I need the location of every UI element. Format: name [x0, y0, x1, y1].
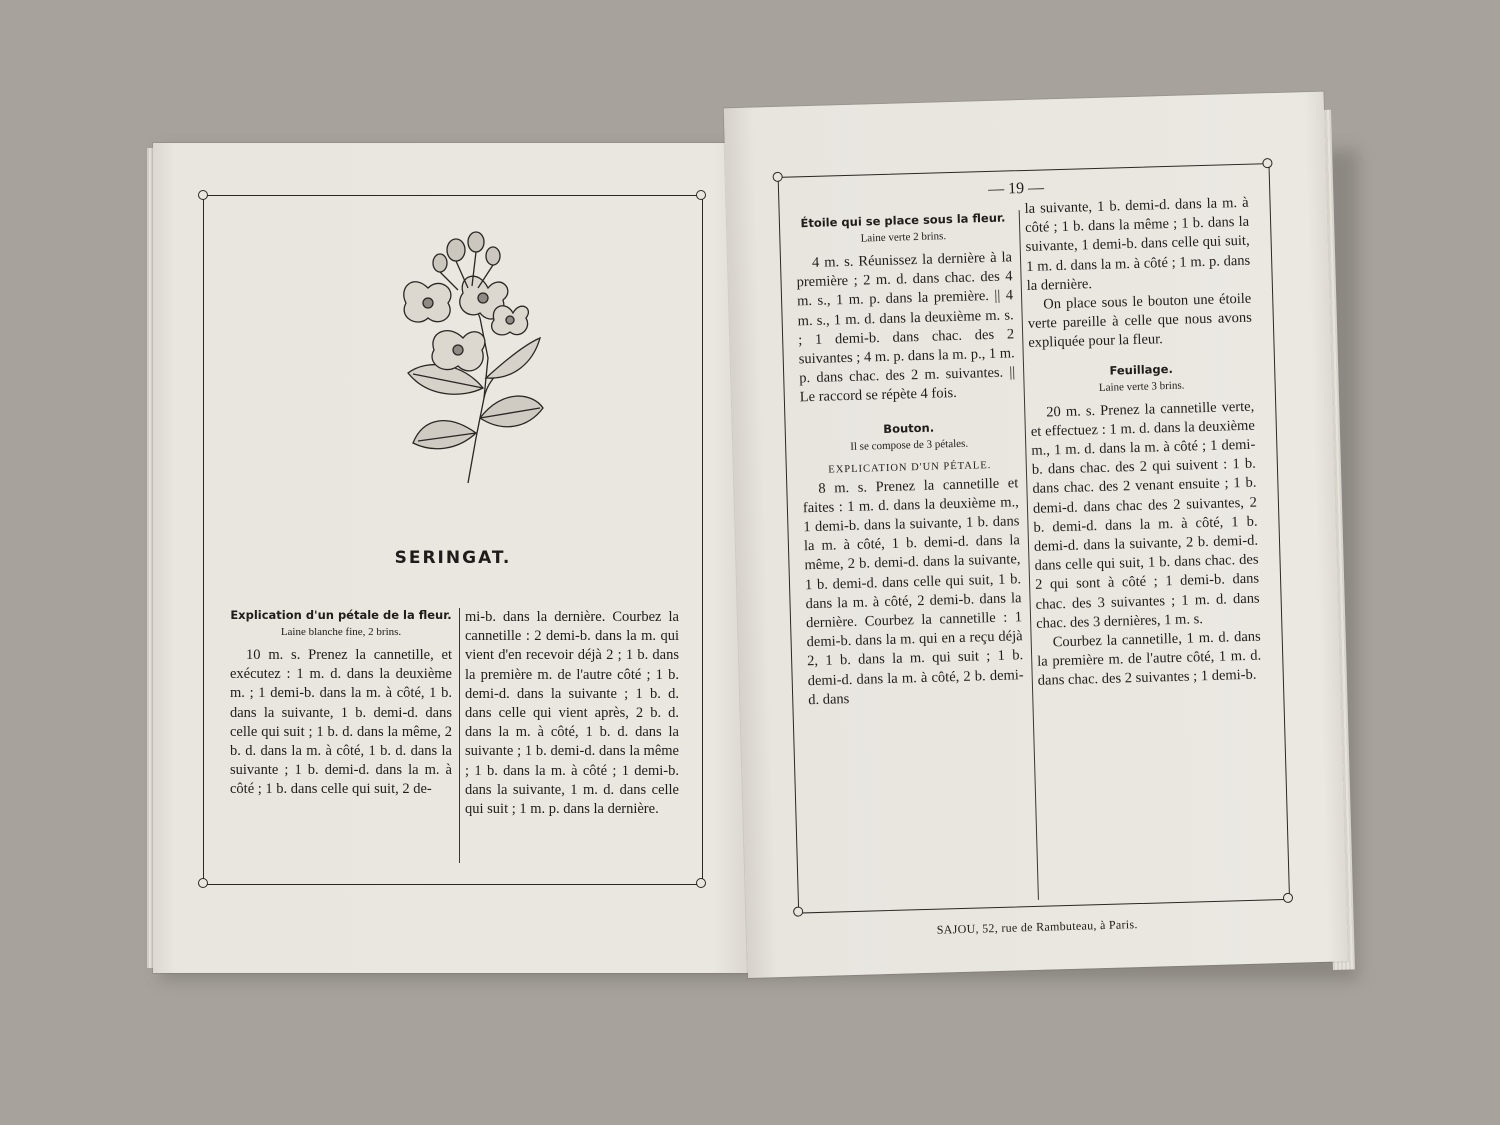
- section-subheading: Laine verte 2 brins.: [860, 230, 947, 245]
- paragraph: la suivante, 1 b. demi-d. dans la m. à côté ; 1 b. dans la même ; 1 b. dans la suivante, 1 demi-b. dans celle qui suit, 1 m. d. dans la m. à côté ; 1 m. p. dans la dernière.: [1024, 194, 1251, 294]
- frame-corner-ornament: [198, 878, 208, 888]
- left-page: [153, 143, 753, 973]
- section-subheading: Laine verte 3 brins.: [1098, 379, 1185, 394]
- section-title: SERINGAT.: [394, 548, 512, 568]
- seringat-flower-illustration: [368, 228, 548, 498]
- paragraph: 8 m. s. Prenez la cannetille et faites : 1 m. d. dans la deuxième m., 1 demi-b. dans la suivante, 1 b. dans la m. à côté, 1 b. demi-d. dans la même, 2 b. demi-d. dans la suivante, 1 b. demi-d. dans celle qui suit, 1 b. dans la m. à côté, 2 demi-b. dans la dernière. Courbez la cannetille : 1 demi-b. dans la m. qui en a reçu déjà 2, 1 b. dans la m. qui suit ; 1 b. demi-d. dans la m. à côté, 2 b. demi-d. dans: [802, 474, 1024, 709]
- paragraph: 4 m. s. Réunissez la dernière à la première ; 2 m. d. dans chac. des 4 m. s., 1 m. p. dans la première. || 4 m. s., 1 m. d. dans la deuxième m. s. ; 1 demi-b. dans chac. des 2 suivantes ; 4 m. p. dans la m. p., 1 m. p. dans chac. des 2 m. suivantes. || Le raccord se répète 4 fois.: [796, 249, 1016, 406]
- right-page-column-2: [1024, 194, 1262, 692]
- publisher-footer: SAJOU, 52, rue de Rambuteau, à Paris.: [936, 917, 1138, 937]
- frame-corner-ornament: [198, 190, 208, 200]
- frame-corner-ornament: [793, 906, 803, 916]
- section-heading: Bouton.: [883, 420, 935, 436]
- paragraph: mi-b. dans la dernière. Courbez la cannetille : 2 demi-b. dans la m. qui vient d'en recevoir déjà 2 ; 1 b. dans la première m. de l'autre côté ; 1 b. demi-d. dans la suivante ; 1 b. d. dans celle qui vient après, 2 b. d. dans la m. à côté, 1 b. d. dans la suivante ; 1 b. demi-d. dans la même ; 1 b. dans la m. à côté ; 1 demi-b. dans la suivante, 1 m. d. dans celle qui suit ; 1 m. p. dans la dernière.: [465, 609, 679, 818]
- right-page: [724, 92, 1348, 978]
- left-page-column-1: [230, 608, 452, 800]
- paragraph: 20 m. s. Prenez la cannetille verte, et effectuez : 1 m. d. dans la deuxième m., 1 m. d. dans la m. à côté ; 1 demi-b. dans chac. des 2 qui suivent : 1 b. dans chac. des 2 venant ensuite ; 1 b. demi-d. dans chac des 2 suivantes, 2 b. demi-d. dans la m. à côté, 1 b. demi-d. dans la suivante, 2 b. demi-d. dans celle qui suit, 1 b. dans chac. des 2 qui sont à côté ; 1 demi-b. dans chac. des 3 suivantes ; 1 m. d. dans chac. des 3 dernières, 1 m. s.: [1030, 398, 1260, 632]
- section-subheading: Il se compose de 3 pétales.: [850, 437, 969, 453]
- frame-corner-ornament: [696, 878, 706, 888]
- section-heading: Étoile qui se place sous la fleur.: [800, 210, 1006, 231]
- right-page-column-1: [795, 210, 1025, 710]
- section-heading: Explication d'un pétale de la fleur.: [230, 608, 452, 622]
- frame-corner-ornament: [696, 190, 706, 200]
- section-subheading: Laine blanche fine, 2 brins.: [280, 626, 402, 638]
- paragraph: Courbez la cannetille, 1 m. d. dans la première m. de l'autre côté, 1 m. d. dans chac. des 2 suivantes ; 1 demi-b.: [1037, 628, 1262, 690]
- frame-corner-ornament: [1283, 893, 1293, 903]
- paragraph: 10 m. s. Prenez la cannetille, et exécutez : 1 m. d. dans la deuxième m. ; 1 demi-b. dans la m. à côté, 1 b. dans la suivante, 1 b. demi-d. dans celle qui suit ; 1 b. d. dans la même, 2 b. d. dans la m. à côté, 1 b. d. dans la suivante ; 1 b. demi-d. dans la m. à côté ; 1 b. dans celle qui suit, 2 de-: [230, 647, 452, 798]
- section-heading: Feuillage.: [1109, 361, 1174, 378]
- sub-section-caps-heading: EXPLICATION D'UN PÉTALE.: [828, 459, 992, 476]
- paragraph: On place sous le bouton une étoile verte pareille à celle que nous avons expliquée pour la fleur.: [1027, 290, 1252, 352]
- left-page-column-2: [465, 608, 679, 819]
- page-number: — 19 —: [987, 179, 1045, 198]
- column-divider: [459, 608, 460, 863]
- frame-corner-ornament: [1262, 158, 1272, 168]
